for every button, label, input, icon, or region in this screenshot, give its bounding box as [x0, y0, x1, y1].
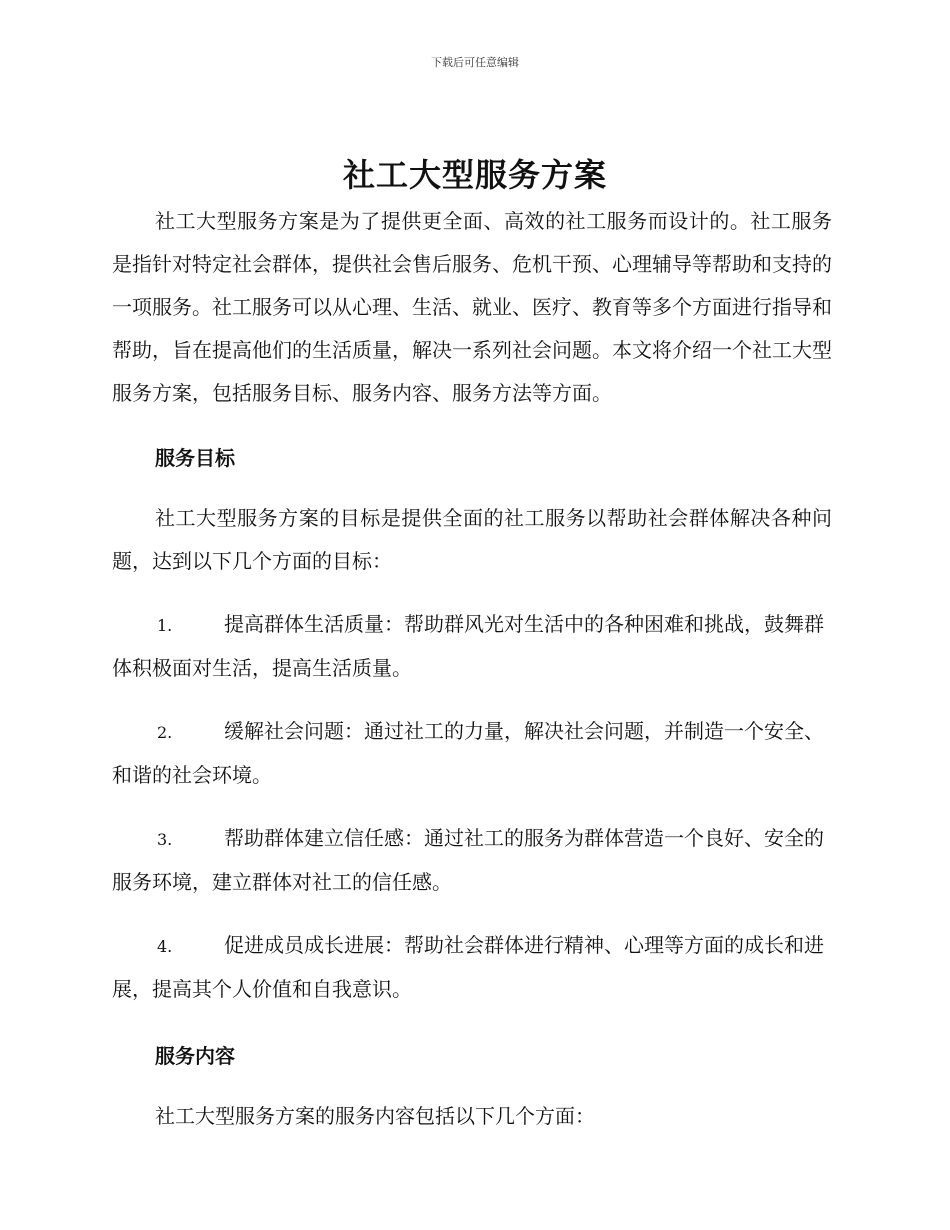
list-number: 3.: [157, 830, 173, 849]
section-heading-content: 服务内容: [155, 1044, 235, 1068]
list-item-text: 促进成员成长进展：帮助社会群体进行精神、心理等方面的成长和进展，提高其个人价值和自我意识。: [112, 933, 824, 1001]
list-item: [112, 710, 832, 797]
list-item: [112, 924, 832, 1011]
list-number: 4.: [157, 937, 173, 956]
section-heading-goals: 服务目标: [155, 446, 235, 470]
list-item-text: 缓解社会问题：通过社工的力量，解决社会问题，并制造一个安全、和谐的社会环境。: [112, 719, 824, 787]
content-paragraph: 社工大型服务方案的服务内容包括以下几个方面：: [155, 1104, 595, 1128]
list-item-text: 提高群体生活质量：帮助群风光对生活中的各种困难和挑战，鼓舞群体积极面对生活，提高生活质量。: [112, 612, 824, 680]
page-header: 下载后可任意编辑: [431, 56, 519, 69]
document-title: 社工大型服务方案: [342, 156, 607, 194]
list-item: [112, 817, 832, 904]
list-item: [112, 603, 832, 690]
intro-paragraph: 社工大型服务方案是为了提供更全面、高效的社工服务而设计的。社工服务是指针对特定社会群体，提供社会售后服务、危机干预、心理辅导等帮助和支持的一项服务。社工服务可以从心理、生活、就业、医疗、教育等多个方面进行指导和帮助，旨在提高他们的生活质量，解决一系列社会问题。本文将介绍一个社工大型服务方案，包括服务目标、服务内容、服务方法等方面。: [112, 209, 832, 405]
goals-paragraph: 社工大型服务方案的目标是提供全面的社工服务以帮助社会群体解决各种问题，达到以下几个方面的目标：: [112, 506, 832, 573]
list-number: 2.: [157, 723, 173, 742]
goals-list: [112, 603, 832, 1011]
list-number: 1.: [157, 616, 173, 635]
list-item-text: 帮助群体建立信任感：通过社工的服务为群体营造一个良好、安全的服务环境，建立群体对社工的信任感。: [112, 826, 824, 894]
document-body: [112, 200, 832, 1138]
